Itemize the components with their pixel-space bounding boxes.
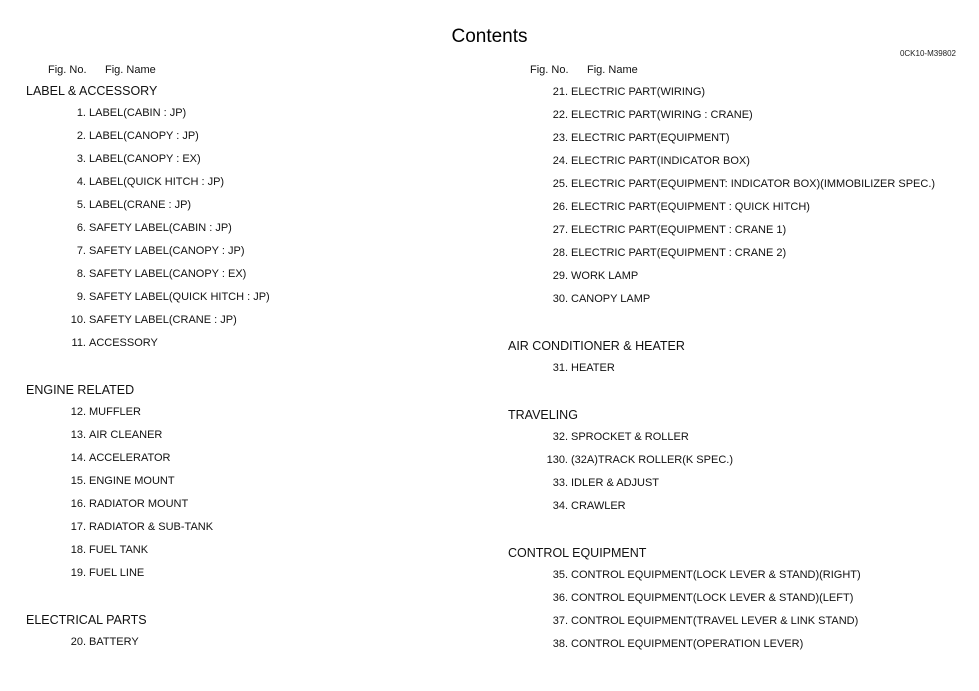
toc-entry[interactable] xyxy=(0,268,480,291)
fig-name: IDLER & ADJUST xyxy=(571,477,660,489)
fig-number: 5. xyxy=(76,199,86,211)
fig-name: ACCELERATOR xyxy=(89,452,171,464)
fig-number: 18. xyxy=(70,544,86,556)
fig-name: SAFETY LABEL(QUICK HITCH : JP) xyxy=(89,291,270,303)
fig-number: 33. xyxy=(552,477,568,489)
toc-entry[interactable] xyxy=(482,224,979,247)
fig-number: 22. xyxy=(552,109,568,121)
section-heading: ELECTRICAL PARTS xyxy=(26,613,147,627)
fig-name: ELECTRIC PART(WIRING) xyxy=(571,86,706,98)
fig-name: CANOPY LAMP xyxy=(571,293,651,305)
fig-name: LABEL(QUICK HITCH : JP) xyxy=(89,176,225,188)
fig-number: 2. xyxy=(76,130,86,142)
fig-name: LABEL(CANOPY : JP) xyxy=(89,130,199,142)
fig-name-header: Fig. Name xyxy=(105,64,156,76)
toc-entry[interactable] xyxy=(482,500,979,523)
fig-name: CONTROL EQUIPMENT(LOCK LEVER & STAND)(RIGHT) xyxy=(571,569,861,581)
fig-number: 13. xyxy=(70,429,86,441)
fig-name: LABEL(CRANE : JP) xyxy=(89,199,192,211)
document-code: 0CK10-M39802 xyxy=(899,49,956,58)
column-header-left xyxy=(0,64,480,80)
fig-name: FUEL LINE xyxy=(89,567,145,579)
toc-entry[interactable] xyxy=(0,544,480,567)
fig-name: CONTROL EQUIPMENT(OPERATION LEVER) xyxy=(571,638,804,650)
fig-name: ENGINE MOUNT xyxy=(89,475,175,487)
fig-name: FUEL TANK xyxy=(89,544,149,556)
toc-entry[interactable] xyxy=(0,406,480,429)
fig-name: RADIATOR MOUNT xyxy=(89,498,189,510)
fig-number: 24. xyxy=(552,155,568,167)
section-heading: TRAVELING xyxy=(508,408,578,422)
fig-number: 30. xyxy=(552,293,568,305)
toc-entry[interactable] xyxy=(0,130,480,153)
fig-name: SAFETY LABEL(CANOPY : EX) xyxy=(89,268,247,280)
toc-entry[interactable] xyxy=(0,567,480,590)
fig-number: 28. xyxy=(552,247,568,259)
toc-entry[interactable] xyxy=(0,291,480,314)
toc-entry[interactable] xyxy=(0,498,480,521)
fig-name: ACCESSORY xyxy=(89,337,158,349)
fig-name: RADIATOR & SUB-TANK xyxy=(89,521,214,533)
fig-number: 21. xyxy=(552,86,568,98)
toc-entry[interactable] xyxy=(482,178,979,201)
toc-entry[interactable] xyxy=(0,452,480,475)
fig-name: HEATER xyxy=(571,362,615,374)
fig-number: 31. xyxy=(552,362,568,374)
toc-entry[interactable] xyxy=(0,245,480,268)
toc-entry[interactable] xyxy=(0,636,480,659)
fig-number: 1. xyxy=(76,107,86,119)
fig-name: MUFFLER xyxy=(89,406,141,418)
fig-name: ELECTRIC PART(INDICATOR BOX) xyxy=(571,155,750,167)
fig-name: AIR CLEANER xyxy=(89,429,163,441)
toc-entry[interactable] xyxy=(0,107,480,130)
fig-number: 36. xyxy=(552,592,568,604)
fig-number: 26. xyxy=(552,201,568,213)
fig-name-header: Fig. Name xyxy=(587,64,638,76)
toc-entry[interactable] xyxy=(0,222,480,245)
fig-number: 6. xyxy=(76,222,86,234)
fig-number: 35. xyxy=(552,569,568,581)
fig-number: 34. xyxy=(552,500,568,512)
section-heading: AIR CONDITIONER & HEATER xyxy=(508,339,685,353)
fig-name: (32A)TRACK ROLLER(K SPEC.) xyxy=(571,454,733,466)
fig-name: ELECTRIC PART(EQUIPMENT : CRANE 2) xyxy=(571,247,787,259)
fig-name: ELECTRIC PART(WIRING : CRANE) xyxy=(571,109,753,121)
page-title: Contents xyxy=(451,26,528,47)
fig-number: 16. xyxy=(70,498,86,510)
fig-name: SPROCKET & ROLLER xyxy=(571,431,689,443)
toc-entry[interactable] xyxy=(0,337,480,360)
toc-entry[interactable] xyxy=(482,109,979,132)
toc-entry[interactable] xyxy=(482,132,979,155)
toc-entry[interactable] xyxy=(482,362,979,385)
fig-number: 32. xyxy=(552,431,568,443)
contents-right-column xyxy=(482,64,979,661)
toc-entry[interactable] xyxy=(0,176,480,199)
fig-name: LABEL(CABIN : JP) xyxy=(89,107,187,119)
toc-entry[interactable] xyxy=(0,429,480,452)
toc-entry[interactable] xyxy=(482,86,979,109)
fig-number: 10. xyxy=(70,314,86,326)
fig-name: ELECTRIC PART(EQUIPMENT : QUICK HITCH) xyxy=(571,201,810,213)
fig-name: ELECTRIC PART(EQUIPMENT: INDICATOR BOX)(IMMOBILIZER SPEC.) xyxy=(571,178,936,190)
toc-entry[interactable] xyxy=(482,201,979,224)
fig-name: CONTROL EQUIPMENT(TRAVEL LEVER & LINK STAND) xyxy=(571,615,859,627)
fig-number: 37. xyxy=(552,615,568,627)
toc-entry[interactable] xyxy=(482,293,979,316)
toc-entry[interactable] xyxy=(482,270,979,293)
fig-name: SAFETY LABEL(CABIN : JP) xyxy=(89,222,232,234)
fig-number: 3. xyxy=(76,153,86,165)
fig-name: ELECTRIC PART(EQUIPMENT) xyxy=(571,132,730,144)
fig-number: 17. xyxy=(70,521,86,533)
fig-name: SAFETY LABEL(CANOPY : JP) xyxy=(89,245,245,257)
fig-number: 29. xyxy=(552,270,568,282)
fig-number: 15. xyxy=(70,475,86,487)
fig-number: 19. xyxy=(70,567,86,579)
fig-name: ELECTRIC PART(EQUIPMENT : CRANE 1) xyxy=(571,224,787,236)
toc-entry[interactable] xyxy=(0,475,480,498)
toc-entry[interactable] xyxy=(482,592,979,615)
section-heading: CONTROL EQUIPMENT xyxy=(508,546,647,560)
toc-entry[interactable] xyxy=(0,314,480,337)
toc-entry[interactable] xyxy=(482,638,979,661)
fig-number: 20. xyxy=(70,636,86,648)
fig-number: 11. xyxy=(71,337,86,349)
contents-left-column xyxy=(0,64,480,659)
fig-no-header: Fig. No. xyxy=(48,64,87,76)
fig-name: LABEL(CANOPY : EX) xyxy=(89,153,201,165)
fig-name: SAFETY LABEL(CRANE : JP) xyxy=(89,314,237,326)
fig-name: BATTERY xyxy=(89,636,139,648)
fig-number: 38. xyxy=(552,638,568,650)
fig-name: CONTROL EQUIPMENT(LOCK LEVER & STAND)(LEFT) xyxy=(571,592,854,604)
toc-entry[interactable] xyxy=(482,615,979,638)
fig-number: 23. xyxy=(552,132,568,144)
toc-entry[interactable] xyxy=(0,521,480,544)
toc-entry[interactable] xyxy=(482,431,979,454)
fig-number: 4. xyxy=(76,176,86,188)
toc-entry[interactable] xyxy=(0,199,480,222)
fig-number: 14. xyxy=(70,452,86,464)
toc-entry[interactable] xyxy=(482,569,979,592)
fig-number: 9. xyxy=(76,291,86,303)
fig-number: 8. xyxy=(76,268,86,280)
fig-number: 12. xyxy=(70,406,86,418)
fig-name: WORK LAMP xyxy=(571,270,639,282)
fig-name: CRAWLER xyxy=(571,500,626,512)
toc-entry[interactable] xyxy=(0,153,480,176)
toc-entry[interactable] xyxy=(482,477,979,500)
section-heading: ENGINE RELATED xyxy=(26,383,135,397)
fig-number: 25. xyxy=(552,178,568,190)
toc-entry[interactable] xyxy=(482,454,979,477)
toc-entry[interactable] xyxy=(482,247,979,270)
fig-number: 130. xyxy=(546,454,568,466)
column-header-right xyxy=(482,64,979,80)
toc-entry[interactable] xyxy=(482,155,979,178)
section-heading: LABEL & ACCESSORY xyxy=(26,84,158,98)
fig-no-header: Fig. No. xyxy=(530,64,569,76)
fig-number: 27. xyxy=(552,224,568,236)
fig-number: 7. xyxy=(76,245,86,257)
